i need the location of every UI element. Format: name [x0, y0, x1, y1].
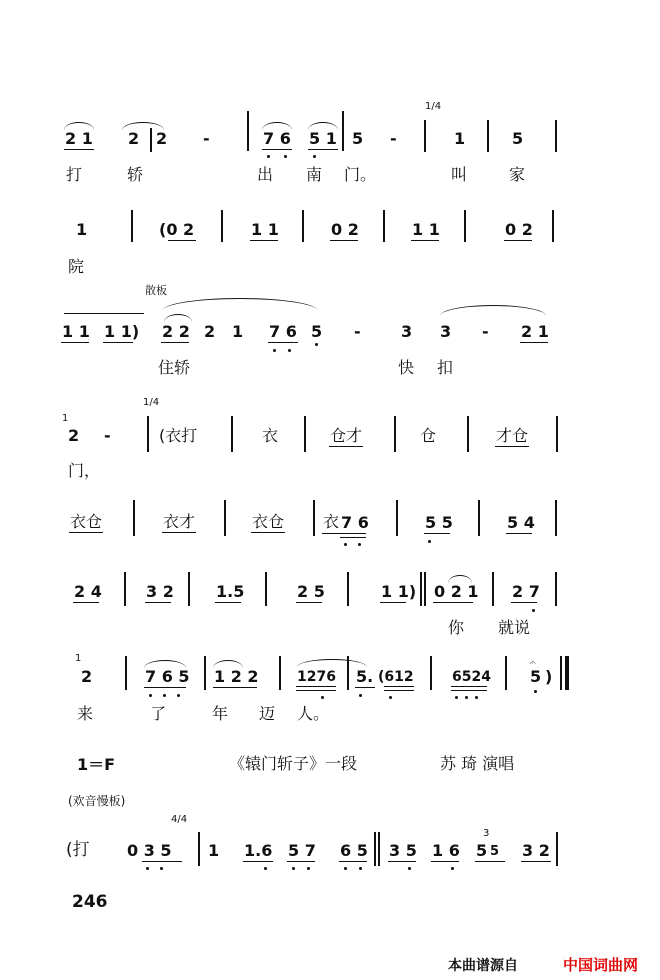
- bar-line: [487, 120, 489, 152]
- percussion: 仓才: [330, 426, 363, 445]
- note: 1 1): [381, 582, 417, 601]
- slur: [162, 298, 318, 311]
- low-dot: [149, 694, 152, 697]
- bar-line: [478, 500, 480, 536]
- underline: [451, 686, 487, 687]
- low-dot: [284, 155, 287, 158]
- underline: [142, 861, 182, 862]
- underline: [521, 861, 551, 862]
- bar-line: [231, 416, 233, 452]
- note: 2 2: [162, 322, 190, 341]
- final-bar-line: [565, 656, 569, 690]
- bar-line: [221, 210, 223, 242]
- low-dot: [264, 867, 267, 870]
- underline: [168, 240, 196, 241]
- low-dot: [163, 694, 166, 697]
- note: 5: [352, 129, 364, 148]
- percussion: (打: [66, 840, 90, 860]
- note: 5 7: [288, 841, 316, 860]
- note: 1 1: [251, 220, 279, 239]
- low-dot: [307, 867, 310, 870]
- percussion: (衣打: [159, 426, 198, 445]
- bar-line: [347, 656, 349, 690]
- lyric: 年: [212, 704, 229, 723]
- underline: [475, 861, 505, 862]
- note: 5 4: [507, 513, 535, 532]
- bar-line: [383, 210, 385, 242]
- underline: [268, 342, 298, 343]
- slur: [297, 659, 367, 667]
- bar-line: [342, 111, 344, 151]
- percussion: 衣仓: [252, 512, 285, 531]
- low-dot: [532, 609, 535, 612]
- note: 1: [208, 841, 220, 860]
- low-dot: [160, 867, 163, 870]
- bar-line: [224, 500, 226, 536]
- note: (0 2: [159, 220, 195, 239]
- tie-bracket: [64, 313, 144, 314]
- lyric: 快: [398, 358, 415, 377]
- note: 2: [128, 129, 140, 148]
- bar-line: [424, 572, 426, 606]
- underline: [250, 240, 278, 241]
- bar-line: [556, 416, 558, 452]
- grace-note: 1: [62, 413, 69, 424]
- note: 2: [156, 129, 168, 148]
- underline: [355, 687, 375, 688]
- low-dot: [292, 867, 295, 870]
- underline: [340, 537, 366, 538]
- underline: [296, 602, 322, 603]
- note: 2 4: [74, 582, 102, 601]
- underline: [243, 861, 273, 862]
- tempo-marking: 散板: [145, 284, 167, 297]
- low-dot: [273, 349, 276, 352]
- dash: -: [203, 129, 210, 148]
- underline: [64, 149, 94, 150]
- note: 2 5: [297, 582, 325, 601]
- note: 1: [76, 220, 88, 239]
- note: 0 2: [505, 220, 533, 239]
- low-dot: [315, 343, 318, 346]
- underline: [162, 532, 196, 533]
- low-dot: [177, 694, 180, 697]
- bar-line: [492, 572, 494, 606]
- underline: [215, 602, 241, 603]
- underline: [322, 533, 366, 534]
- bar-line: [188, 572, 190, 606]
- dash: -: [390, 129, 397, 148]
- underline: [431, 861, 459, 862]
- note: 1 2 2: [214, 667, 259, 686]
- bar-line: [247, 111, 249, 151]
- lyric: 打: [66, 165, 83, 184]
- bar-line: [396, 500, 398, 536]
- note: 0 2 1: [434, 582, 479, 601]
- note: 5.: [356, 667, 374, 686]
- lyric: 人。: [297, 704, 330, 723]
- note: 3 2: [522, 841, 550, 860]
- underline: [161, 342, 189, 343]
- underline: [424, 533, 450, 534]
- bar-line: [304, 416, 306, 452]
- bar-line: [467, 416, 469, 452]
- bar-line: [124, 572, 126, 606]
- low-dot: [428, 540, 431, 543]
- time-signature: 4/4: [171, 814, 188, 825]
- low-dot: [408, 867, 411, 870]
- note: (612: [378, 669, 414, 685]
- note: 1.5: [216, 582, 245, 601]
- underline: [495, 446, 529, 447]
- note: 2: [204, 322, 216, 341]
- percussion: 衣: [262, 426, 279, 445]
- bar-line: [424, 120, 426, 152]
- lyric: 轿: [127, 165, 144, 184]
- underline: [296, 690, 336, 691]
- lyric: 门。: [344, 165, 377, 184]
- percussion: 才仓: [496, 426, 529, 445]
- bar-line: [420, 572, 422, 606]
- bar-line: [552, 210, 554, 242]
- lyric: 住轿: [158, 358, 191, 377]
- bar-line: [131, 210, 133, 242]
- low-dot: [146, 867, 149, 870]
- bar-line: [279, 656, 281, 690]
- note: 5 1: [309, 129, 337, 148]
- low-dot: [344, 543, 347, 546]
- low-dot: [475, 696, 478, 699]
- bar-line: [313, 500, 315, 536]
- note: 3 5: [389, 841, 417, 860]
- lyric: 家: [509, 165, 526, 184]
- note: 5: [476, 841, 488, 860]
- underline: [103, 342, 133, 343]
- note: 1: [454, 129, 466, 148]
- note: 7 6: [269, 322, 297, 341]
- underline: [384, 690, 414, 691]
- note: 7 6: [263, 129, 291, 148]
- note: 2 1: [521, 322, 549, 341]
- underline: [433, 602, 473, 603]
- dash: -: [354, 322, 361, 341]
- underline: [411, 240, 439, 241]
- low-dot: [288, 349, 291, 352]
- bar-line: [560, 656, 562, 690]
- lyric: 门，: [68, 461, 101, 480]
- note: 3: [401, 322, 413, 341]
- bar-line: [302, 210, 304, 242]
- bar-line: [125, 656, 127, 690]
- note: 7 6 5: [145, 667, 190, 686]
- lyric: 叫: [451, 165, 468, 184]
- low-dot: [344, 867, 347, 870]
- low-dot: [465, 696, 468, 699]
- note: 2: [81, 667, 93, 686]
- low-dot: [313, 155, 316, 158]
- note: 2 1: [65, 129, 93, 148]
- percussion: 衣: [323, 512, 340, 531]
- bar-line: [150, 128, 152, 152]
- footer-source: 本曲谱源自: [448, 958, 518, 974]
- underline: [262, 149, 292, 150]
- underline: [330, 240, 358, 241]
- lyric: 院: [68, 257, 85, 276]
- note: 1.6: [244, 841, 273, 860]
- note: 1: [232, 322, 244, 341]
- bar-line: [430, 656, 432, 690]
- lyric: 就说: [498, 618, 531, 637]
- lyric: 扣: [437, 358, 454, 377]
- underline: [73, 602, 99, 603]
- slur: [440, 305, 546, 316]
- bar-line: [378, 832, 380, 866]
- page-number: 246: [72, 892, 108, 912]
- low-dot: [321, 696, 324, 699]
- bar-line: [555, 120, 557, 152]
- underline: [384, 686, 414, 687]
- bar-line: [374, 832, 376, 866]
- performer: 苏 琦 演唱: [440, 754, 515, 773]
- underline: [287, 861, 315, 862]
- bar-line: [394, 416, 396, 452]
- bar-line: [555, 572, 557, 606]
- low-dot: [359, 867, 362, 870]
- tempo-marking: (欢音慢板): [68, 794, 126, 808]
- note: 3 2: [146, 582, 174, 601]
- low-dot: [534, 690, 537, 693]
- underline: [388, 861, 416, 862]
- note: 5: [530, 667, 542, 686]
- lyric: 了: [150, 704, 167, 723]
- underline: [339, 861, 367, 862]
- bar-line: [204, 656, 206, 690]
- bar-line: [347, 572, 349, 606]
- bar-line: [556, 832, 558, 866]
- underline: [213, 687, 257, 688]
- underline: [451, 690, 487, 691]
- low-dot: [451, 867, 454, 870]
- bar-line: [464, 210, 466, 242]
- underline: [61, 342, 89, 343]
- note: 3: [440, 322, 452, 341]
- note: 6524: [452, 669, 491, 685]
- time-signature: 1/4: [425, 101, 442, 112]
- percussion: 衣才: [163, 512, 196, 531]
- footer-site: 中国词曲网: [563, 956, 639, 974]
- underline: [308, 149, 338, 150]
- piece-title: 《辕门斩子》一段: [229, 754, 358, 773]
- note: 2 7: [512, 582, 540, 601]
- percussion: 仓: [420, 426, 437, 445]
- grace-note: 3: [483, 828, 490, 839]
- bar-line: [265, 572, 267, 606]
- underline: [511, 602, 537, 603]
- bar-line: [198, 832, 200, 866]
- note: ): [545, 667, 553, 686]
- note: 5: [490, 844, 500, 859]
- note: 7 6: [341, 513, 369, 532]
- underline: [145, 602, 171, 603]
- lyric: 出: [257, 165, 274, 184]
- note: 1276: [297, 669, 336, 685]
- bar-line: [505, 656, 507, 690]
- slur: [164, 314, 192, 322]
- underline: [506, 533, 532, 534]
- note: 0 3 5: [127, 841, 172, 860]
- note: 1 6: [432, 841, 460, 860]
- low-dot: [359, 694, 362, 697]
- underline: [296, 686, 336, 687]
- note: 5 5: [425, 513, 453, 532]
- bar-line: [147, 416, 149, 452]
- lyric: 迈: [259, 704, 276, 723]
- underline: [329, 446, 363, 447]
- lyric: 来: [77, 704, 94, 723]
- low-dot: [267, 155, 270, 158]
- underline: [380, 602, 406, 603]
- grace-note: 1: [75, 653, 82, 664]
- low-dot: [455, 696, 458, 699]
- lyric: 南: [306, 165, 323, 184]
- note: 1 1: [62, 322, 90, 341]
- underline: [251, 532, 285, 533]
- underline: [504, 240, 532, 241]
- time-signature: 1/4: [143, 397, 160, 408]
- low-dot: [389, 696, 392, 699]
- note: 2: [68, 426, 80, 445]
- percussion: 衣仓: [70, 512, 103, 531]
- bar-line: [555, 500, 557, 536]
- note: 1 1: [412, 220, 440, 239]
- bar-line: [133, 500, 135, 536]
- note: 5: [311, 322, 323, 341]
- note: 1 1): [104, 322, 140, 341]
- note: 0 2: [331, 220, 359, 239]
- key-signature: 1＝F: [77, 755, 116, 774]
- underline: [69, 532, 103, 533]
- low-dot: [358, 543, 361, 546]
- underline: [144, 687, 186, 688]
- note: 6 5: [340, 841, 368, 860]
- note: 5: [512, 129, 524, 148]
- dash: -: [104, 426, 111, 445]
- lyric: 你: [448, 618, 465, 637]
- fermata-icon: 𝄐: [530, 658, 536, 669]
- dash: -: [482, 322, 489, 341]
- underline: [520, 342, 548, 343]
